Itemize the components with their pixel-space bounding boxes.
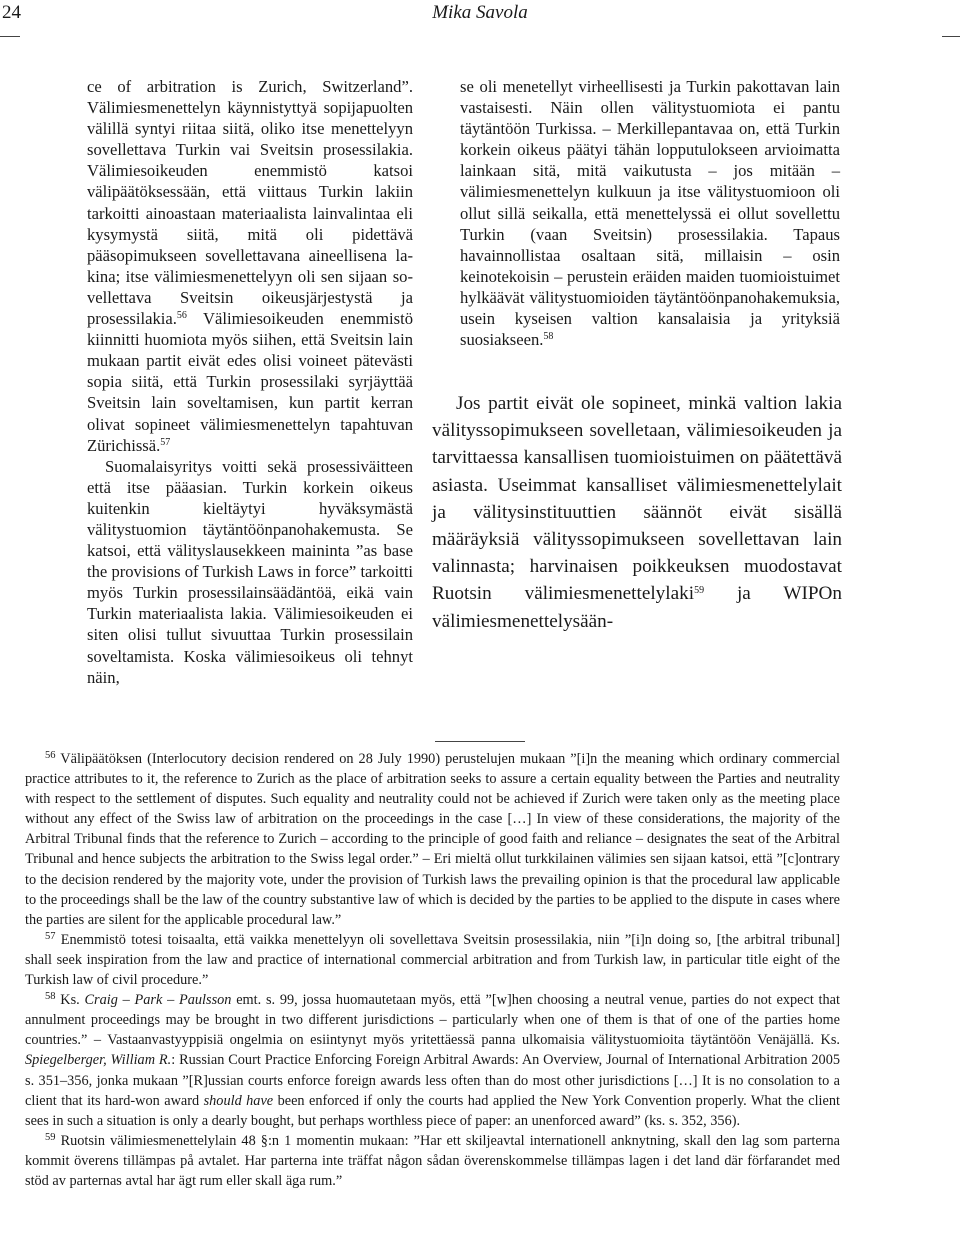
footnote-ref-58[interactable]: 58 bbox=[543, 331, 554, 343]
footnote-58-italic-phrase: should have bbox=[203, 1092, 274, 1109]
footnote-59-text: Ruotsin välimiesmenettelylain 48 §:n 1 momentin mukaan: ”Har ett skiljeavtal internationell anknytning, skall den lag som parterna kommit överens tillämpas på avtalet. Har parterna inte träffat någon sådan överenskommelse tillämpas lagen i det land där förfarandet med stöd av parternas avtal har ägt rum eller skall äga rum.” bbox=[25, 1132, 840, 1189]
emphasis-text-b: ja WIPOn välimiesmenettelysään- bbox=[432, 583, 842, 632]
footnote-ref-59[interactable]: 59 bbox=[694, 585, 705, 597]
footnote-59 bbox=[25, 1131, 840, 1191]
left-paragraph-1 bbox=[87, 76, 413, 456]
footnotes-section bbox=[25, 749, 840, 1191]
right-paragraph-1 bbox=[460, 76, 840, 350]
footnote-ref-56[interactable]: 56 bbox=[176, 310, 187, 322]
right-column bbox=[460, 76, 840, 350]
footnote-57-text: Enemmistö totesi toisaalta, että vaikka menettelyyn oli sovellettava Sveitsin prosessilakia, niin ”[i]n doing so, [the arbitral tribunal] shall seek inspiration from the law and practice of international commercial arbitration and from Turkish law, in particular title eight of the Turkish law of civil procedure.” bbox=[25, 931, 840, 989]
footnote-57-number: 57 bbox=[45, 930, 56, 942]
left-paragraph-2: Suomalaisyritys voitti sekä prosessiväitteen että itse pääasian. Turkin korkein oikeus kuitenkin kieltäytyi hyväksymästä välitystuomion täytäntöönpanohakemusta. Se katsoi, että välityslausekkeen maininta ”as base the provisions of Turkish Laws in force” tarkoitti myös Turkin prosessilainsäädäntöä, eikä vain Turkin materiaalista lakia. Välimiesoikeuden ei siten olisi tullut sivuuttaa Turkin prosessilain soveltamista. Koska välimiesoikeus oli tehnyt näin, bbox=[87, 456, 413, 687]
footnote-58-author-2: Spiegelberger, William R. bbox=[25, 1052, 172, 1069]
left-paragraph-1-text-b: Välimiesoikeuden enemmistö kiinnitti huomiota myös siihen, että Sveitsin lain mukaan partit eivät edes olisi voineet pätevästi sopia siitä, että Turkin prosessilaki syrjäyttää Sveitsin lain soveltamisen, kun partit kerran olivat sopineet välimiesmenettelyn tapahtuvan Zürichissä. bbox=[87, 309, 413, 455]
footnote-56-number: 56 bbox=[45, 750, 56, 761]
footnote-58-authors: Craig – Park – Paulsson bbox=[84, 992, 232, 1009]
footnote-58-text-pre: Ks. bbox=[55, 992, 85, 1009]
right-paragraph-1-text: se oli menetellyt virheellisesti ja Turkin pakottavan lain vastaisesti. Näin ollen välitystuomiota ei pantu täytäntöön Turkissa. – Merkillepantavaa on, että Turkin korkein oikeus päätyi tähän lopputulokseen arvioimatta lainkaan sitä, mitä vaikutusta – jos mitään – välimiesmenettelyn kulkuun ja itse välitystuomioon oli ollut sillä seikalla, että menettelyssä ei ollut sovellettu Turkin (vaan Sveitsin) prosessilakia. Tapaus havainnollistaa osaltaan sitä, millaisin – osin keinotekoisin – perustein eräiden maiden tuomioistuimet hylkäävät välitystuomioiden täytäntöönpanohakemuksia, usein kyseisen valtion kansalaisia ja yrityksiä suosiakseen. bbox=[460, 77, 840, 350]
emphasis-text-a: Jos partit eivät ole sopineet, minkä valtion lakia välityssopimukseen sovelletaan, välimiesoikeuden ja tarvittaessa kansallisen tuomioistuimen on päätettävä asiasta. Useimmat kansalliset välimiesmenettelylait ja välitysinstituuttien säännöt eivät sisällä määräyksiä välityssopimukseen sovellettavan lain valinnasta; harvinaisen poikkeuksen muodostavat Ruotsin välimiesmenettelylaki bbox=[432, 393, 842, 605]
footnote-separator bbox=[435, 741, 525, 742]
page-header bbox=[0, 0, 960, 30]
page-number: 24 bbox=[2, 2, 21, 23]
footnote-58-number: 58 bbox=[45, 991, 56, 1003]
header-rule-left bbox=[0, 36, 20, 37]
footnote-57 bbox=[25, 930, 840, 990]
left-paragraph-1-text-a: ce of arbitration is Zurich, Switzerland”. Välimiesmenettelyn käynnistyttyä sopijapuolten välillä syntyi riitaa siitä, oliko itse menettelyyn sovellettava Turkin vai Sveitsin prosessilakia. Välimiesoikeuden enemmistö katsoi välipäätöksessään, että viittaus Turkin lakiin tarkoitti ainoastaan materiaalista lainvalintaa eli kysymystä siitä, mitä oli pidettävä pääsopimukseen sovellettavana aineellisena lakina; itse välimiesmenettelyyn oli sen sijaan sovellettava Sveitsin oikeusjärjestystä ja prosessilakia. bbox=[87, 77, 413, 329]
footnote-59-number: 59 bbox=[45, 1131, 56, 1143]
footnote-58-text-mid: emt. s. 99, jossa huomautetaan myös, että ”[w]hen choosing a neutral venue, parties do not expect that annulment proceedings may be brought in two different jurisdictions – particularly when one of them is that of one of the parties home countries.” – Vastaanvastyyppisiä ongelmia on esiintynyt myös yritettäessä panna ulkomaisia välitystuomioita täytäntöön Venäjällä. Ks. bbox=[25, 992, 840, 1049]
left-column bbox=[87, 76, 413, 688]
footnote-58-text-post: : Russian Court Practice Enforcing Foreign Arbitral Awards: An Overview, Journal of International Arbitration 2005 s. 351–356, jonka mukaan ”[R]ussian courts enforce foreign awards less often than do most other jurisdictions […] It is no consolation to a client that its hard-won award bbox=[25, 1052, 840, 1109]
footnote-58-text-end: been enforced if only the courts had applied the New York Convention properly. What the client sees in such a situation is only a dearly bought, but perhaps worthless piece of paper: an unenforced award” (ks. s. 352, 356). bbox=[25, 1092, 840, 1129]
emphasis-paragraph bbox=[432, 390, 842, 635]
running-head-author: Mika Savola bbox=[432, 2, 528, 23]
footnote-56 bbox=[25, 749, 840, 930]
footnote-58 bbox=[25, 990, 840, 1131]
header-rule-right bbox=[942, 36, 960, 37]
footnote-56-text: Välipäätöksen (Interlocutory decision rendered on 28 July 1990) perustelujen mukaan ”[i]n the meaning which ordinary commercial practice attributes to it, the reference to Zurich as the place of arbitration seeks to assure a certain equality between the Parties and neutrality with respect to the settlement of disputes. Such equality and neutrality could not be achieved if Zurich were taken only as the meeting place without any effect of the Swiss law of arbitration on the proceedings in the case […] In view of these considerations, the majority of the Arbitral Tribunal finds that the reference to Zurich – according to the principle of good faith and reliance – designates the seat of the Arbitral Tribunal and hence subjects the arbitration to the Swiss legal order.” – Eri mieltä ollut turkkilainen välimies sen sijaan katsoi, että ”[c]ontrary to the decision rendered by the majority vote, under the provision of Turkish laws the prevailing opinion is that the procedural law applicable to the proceedings shall be the law of the country substantive law of which is decided by the parties to be applied to the dispute in cases where the parties are silent for the applicable procedural law.” bbox=[25, 751, 840, 928]
footnote-ref-57[interactable]: 57 bbox=[160, 436, 171, 448]
